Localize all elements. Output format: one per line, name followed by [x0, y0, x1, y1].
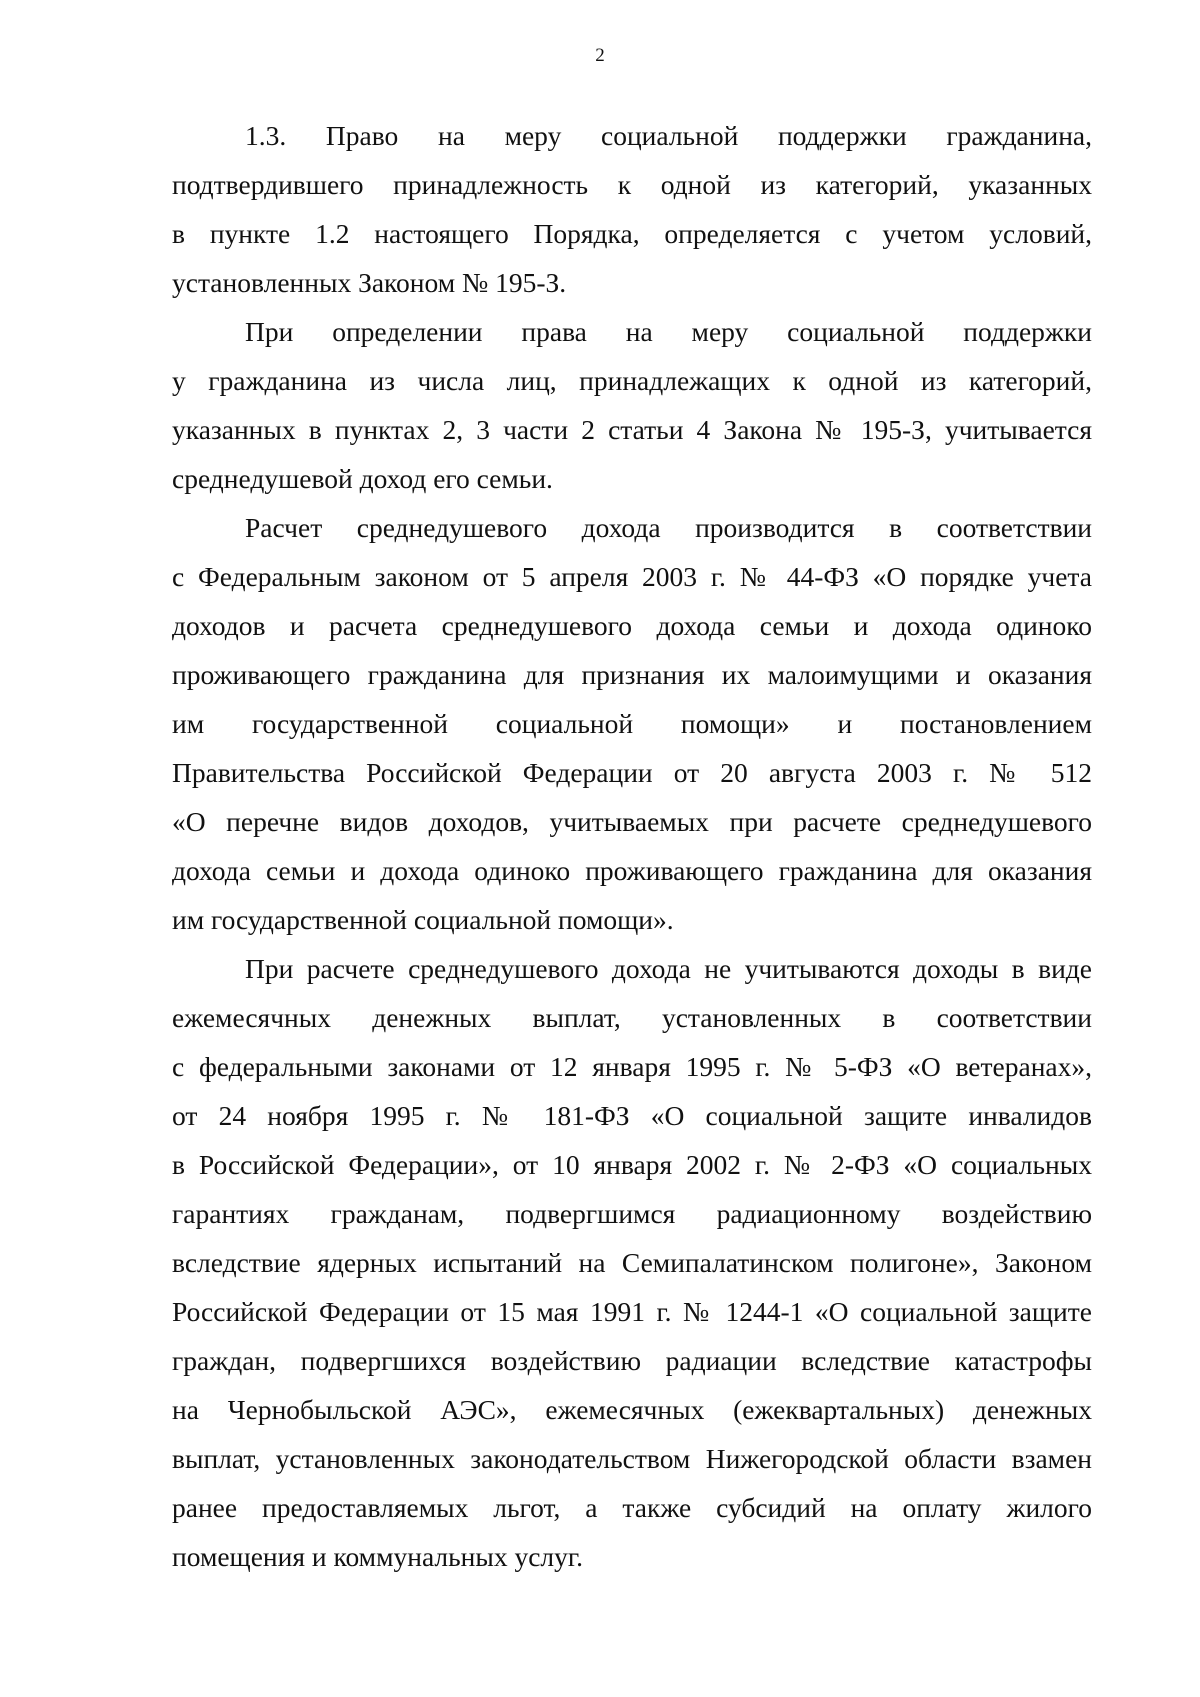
- text-line: ранее предоставляемых льгот, а также субсидий на оплату жилого: [172, 1492, 1092, 1523]
- page-number: 2: [595, 45, 605, 66]
- paragraph-1-3-right-to-support: [172, 111, 1092, 307]
- text-line: проживающего гражданина для признания их малоимущими и оказания: [172, 659, 1092, 690]
- text-line: им государственной социальной помощи».: [172, 904, 674, 935]
- text-line: Правительства Российской Федерации от 20 августа 2003 г. № 512: [172, 757, 1092, 788]
- text-line: в Российской Федерации», от 10 января 2002 г. № 2-ФЗ «О социальных: [172, 1149, 1092, 1180]
- paragraph-excluded-income: [172, 944, 1092, 1581]
- text-line: Расчет среднедушевого дохода производится в соответствии: [245, 512, 1092, 543]
- text-line: на Чернобыльской АЭС», ежемесячных (ежеквартальных) денежных: [172, 1394, 1092, 1425]
- text-line: вследствие ядерных испытаний на Семипалатинском полигоне», Законом: [172, 1247, 1092, 1278]
- text-line: выплат, установленных законодательством Нижегородской области взамен: [172, 1443, 1092, 1474]
- text-line: им государственной социальной помощи» и постановлением: [172, 708, 1092, 739]
- text-line: от 24 ноября 1995 г. № 181-ФЗ «О социальной защите инвалидов: [172, 1100, 1092, 1131]
- text-line: «О перечне видов доходов, учитываемых при расчете среднедушевого: [172, 806, 1092, 837]
- text-line: граждан, подвергшихся воздействию радиации вследствие катастрофы: [172, 1345, 1092, 1376]
- text-line: При расчете среднедушевого дохода не учитываются доходы в виде: [245, 953, 1092, 984]
- text-line: дохода семьи и дохода одиноко проживающего гражданина для оказания: [172, 855, 1092, 886]
- text-line: 1.3. Право на меру социальной поддержки гражданина,: [245, 120, 1092, 151]
- text-line: установленных Законом № 195-З.: [172, 267, 567, 298]
- paragraph-income-calculation: [172, 503, 1092, 944]
- text-line: При определении права на меру социальной поддержки: [245, 316, 1092, 347]
- text-line: ежемесячных денежных выплат, установленных в соответствии: [172, 1002, 1092, 1033]
- text-line: Российской Федерации от 15 мая 1991 г. № 1244-1 «О социальной защите: [172, 1296, 1092, 1327]
- text-line: гарантиях гражданам, подвергшимся радиационному воздействию: [172, 1198, 1092, 1229]
- text-line: у гражданина из числа лиц, принадлежащих к одной из категорий,: [172, 365, 1092, 396]
- text-line: среднедушевой доход его семьи.: [172, 463, 553, 494]
- text-line: доходов и расчета среднедушевого дохода семьи и дохода одиноко: [172, 610, 1092, 641]
- text-line: указанных в пунктах 2, 3 части 2 статьи 4 Закона № 195-З, учитывается: [172, 414, 1092, 445]
- paragraph-income-consideration: [172, 307, 1092, 503]
- text-line: в пункте 1.2 настоящего Порядка, определяется с учетом условий,: [172, 218, 1092, 249]
- text-line: помещения и коммунальных услуг.: [172, 1541, 583, 1572]
- document-body: [172, 111, 1092, 1581]
- text-line: с федеральными законами от 12 января 1995 г. № 5-ФЗ «О ветеранах»,: [172, 1051, 1092, 1082]
- text-line: с Федеральным законом от 5 апреля 2003 г. № 44-ФЗ «О порядке учета: [172, 561, 1092, 592]
- text-line: подтвердившего принадлежность к одной из категорий, указанных: [172, 169, 1092, 200]
